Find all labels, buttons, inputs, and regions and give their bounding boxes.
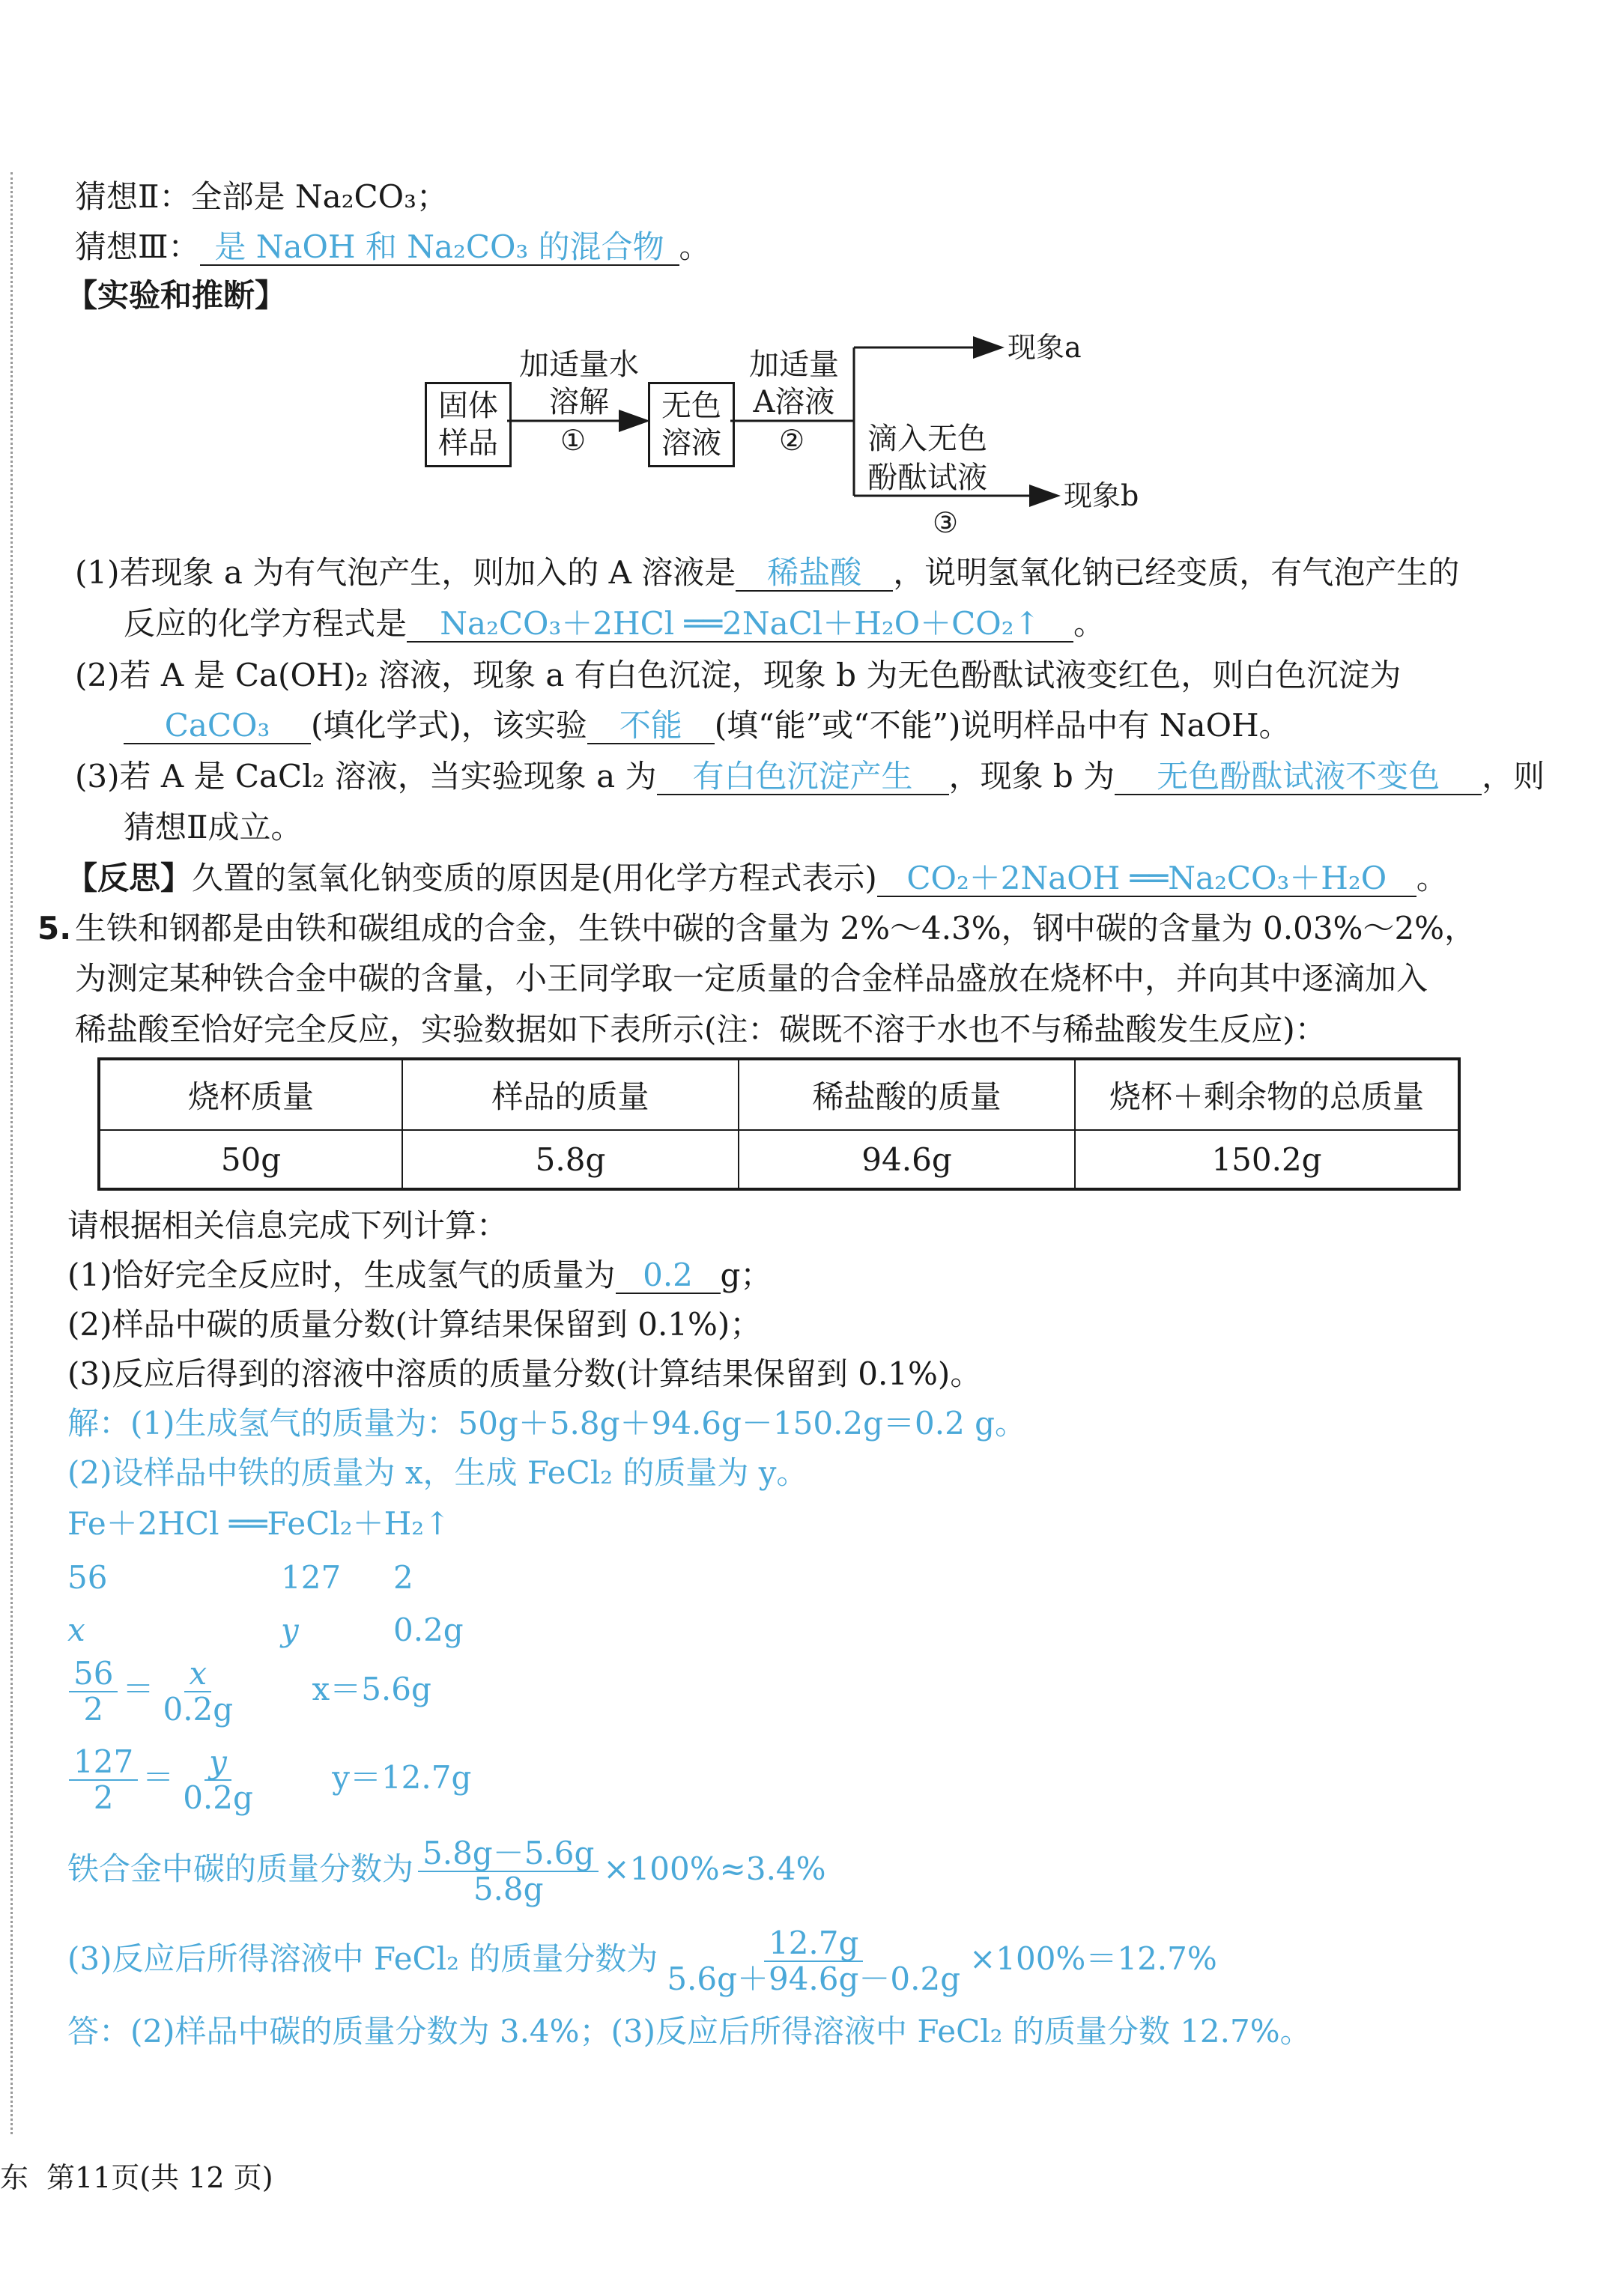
calc-task1: (1)恰好完全反应时，生成氢气的质量为 0.2 g； (67, 1257, 772, 1293)
table-header: 烧杯＋剩余物的总质量 (1075, 1059, 1459, 1130)
solution-var-h2: 0.2g (393, 1612, 464, 1648)
flow-step3-number: ③ (933, 506, 959, 539)
solution-ratio-x: $\frac{56}{2}$ ＝ $\frac{x}{0.2g}$ x＝5.6g (64, 1656, 431, 1727)
solution-equation: Fe＋2HCl ══FeCl₂＋H₂↑ (67, 1505, 451, 1542)
table-header: 稀盐酸的质量 (739, 1059, 1075, 1130)
calc-intro: 请根据相关信息完成下列计算： (67, 1207, 509, 1244)
data-table (97, 1057, 1461, 1191)
flow-box-colorless-solution: 无色 溶液 (648, 382, 735, 467)
table-row (99, 1130, 1459, 1189)
solution-fecl2-fraction: (3)反应后所得溶液中 FeCl₂ 的质量分数为 $\frac{12.7g}{5.6g+94.6g-0.2g}$ ×100%＝12.7% (67, 1925, 1217, 1998)
calc-task1-answer: 0.2 (616, 1258, 721, 1294)
guess-2: 猜想Ⅱ：全部是 Na₂CO₃； (75, 178, 448, 215)
q1-answer-acid: 稀盐酸 (736, 556, 893, 592)
solution-var-y: y (281, 1612, 299, 1648)
q3-answer-b: 无色酚酞试液不变色 (1115, 759, 1482, 795)
solution-step2: (2)设样品中铁的质量为 x，生成 FeCl₂ 的质量为 y。 (67, 1454, 808, 1491)
solution-carbon-fraction: 铁合金中碳的质量分数为 $\frac{5.8g-5.6g}{5.8g}$ ×100%≈3.4% (67, 1835, 826, 1908)
q3-line2: 猜想Ⅱ成立。 (124, 809, 303, 845)
q1-line2: 反应的化学方程式是 Na₂CO₃＋2HCl ══2NaCl＋H₂O＋CO₂↑ 。 (124, 605, 1106, 642)
q2-line2: CaCO₃ (填化学式)，该实验 不能 (填“能”或“不能”)说明样品中有 NaOH。 (124, 707, 1291, 744)
q2-answer-precipitate: CaCO₃ (124, 708, 311, 744)
table-header-row (99, 1059, 1459, 1130)
solution-answer: 答：(2)样品中碳的质量分数为 3.4%；(3)反应后所得溶液中 FeCl₂ 的质量分数 12.7%。 (67, 2013, 1312, 2050)
table-cell: 50g (99, 1130, 402, 1189)
problem-5-line1: 生铁和钢都是由铁和碳组成的合金，生铁中碳的含量为 2%～4.3%，钢中碳的含量为 0.03%～2%， (75, 910, 1476, 947)
problem-5-line2: 为测定某种铁合金中碳的含量，小王同学取一定质量的合金样品盛放在烧杯中，并向其中逐滴加入 (75, 960, 1428, 997)
reflection-answer: CO₂＋2NaOH ══Na₂CO₃＋H₂O (877, 861, 1416, 897)
q3-answer-a: 有白色沉淀产生 (657, 759, 949, 795)
flow-step3-label: 滴入无色 酚酞试液 (867, 422, 987, 495)
table-cell: 150.2g (1075, 1130, 1459, 1189)
solution-var-x: x (67, 1612, 85, 1648)
flow-step1-label: 加适量水 溶解 (519, 347, 639, 419)
problem-5-number: 5. (37, 910, 72, 947)
page-number: 第11页(共 12 页) (46, 2161, 273, 2194)
table-cell: 94.6g (739, 1130, 1075, 1189)
guess-3: 猜想Ⅲ： 是 NaOH 和 Na₂CO₃ 的混合物 。 (75, 228, 711, 265)
flow-phenomenon-a: 现象a (1008, 331, 1082, 364)
footer-edge-text: 东 (0, 2161, 29, 2194)
problem-5-line3: 稀盐酸至恰好完全反应，实验数据如下表所示(注：碳既不溶于水也不与稀盐酸发生反应)： (75, 1011, 1327, 1048)
calc-task2: (2)样品中碳的质量分数(计算结果保留到 0.1%)； (67, 1306, 762, 1343)
q1-line1: (1)若现象 a 为有气泡产生，则加入的 A 溶液是 稀盐酸 ，说明氢氧化钠已经变质，有气泡产生的 (75, 554, 1460, 591)
calc-task3: (3)反应后得到的溶液中溶质的质量分数(计算结果保留到 0.1%)。 (67, 1355, 982, 1392)
solution-mass-fecl2: 127 (281, 1559, 342, 1596)
flow-step1-number: ① (560, 424, 587, 457)
table-cell: 5.8g (402, 1130, 739, 1189)
guess-3-answer: 是 NaOH 和 Na₂CO₃ 的混合物 (200, 230, 679, 266)
flow-phenomenon-b: 现象b (1064, 479, 1139, 512)
table-header: 样品的质量 (402, 1059, 739, 1130)
section-experiment: 【实验和推断】 (66, 277, 287, 314)
flow-step2-number: ② (779, 424, 805, 457)
q2-line1: (2)若 A 是 Ca(OH)₂ 溶液，现象 a 有白色沉淀，现象 b 为无色酚酞试液变红色，则白色沉淀为 (75, 657, 1402, 693)
flow-box-solid-sample: 固体 样品 (425, 382, 512, 467)
flow-step2-label: 加适量 A溶液 (749, 347, 839, 419)
flow-arrows (0, 0, 1615, 599)
solution-step1: 解：(1)生成氢气的质量为：50g＋5.8g＋94.6g－150.2g＝0.2 g。 (67, 1405, 1027, 1442)
table-header: 烧杯质量 (99, 1059, 402, 1130)
solution-mass-fe: 56 (67, 1559, 108, 1596)
q3-line1: (3)若 A 是 CaCl₂ 溶液，当实验现象 a 为 有白色沉淀产生 ，现象 b 为 无色酚酞试液不变色 ，则 (75, 758, 1545, 795)
q1-answer-equation: Na₂CO₃＋2HCl ══2NaCl＋H₂O＋CO₂↑ (407, 607, 1073, 643)
solution-ratio-y: $\frac{127}{2}$ ＝ $\frac{y}{0.2g}$ y＝12.7g (64, 1745, 471, 1815)
solution-mass-h2: 2 (393, 1559, 413, 1596)
q2-answer-can: 不能 (587, 708, 715, 744)
reflection: 【反思】久置的氢氧化钠变质的原因是(用化学方程式表示) CO₂＋2NaOH ══Na₂CO₃＋H₂O 。 (66, 860, 1448, 896)
